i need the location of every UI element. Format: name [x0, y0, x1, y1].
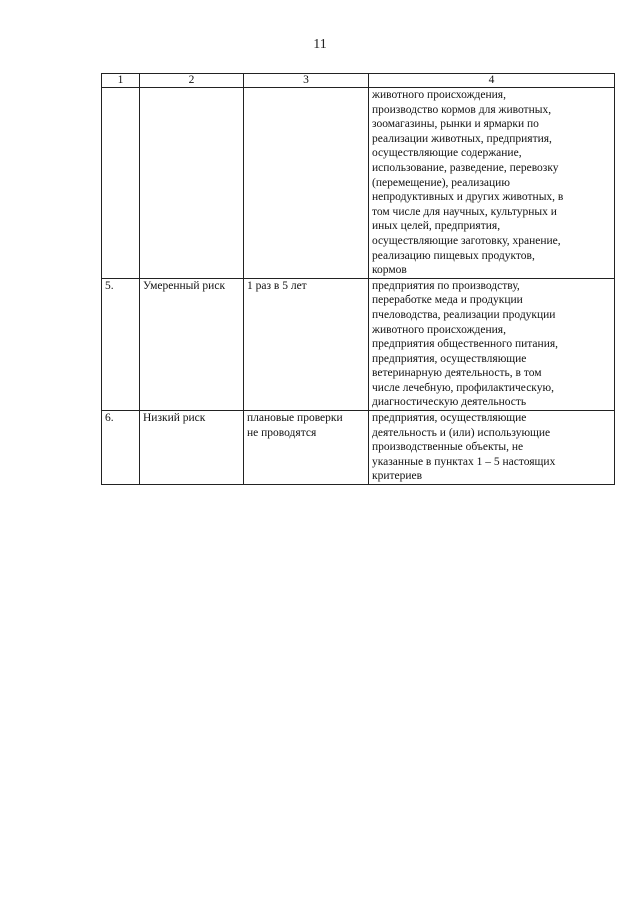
objects-description — [369, 278, 615, 410]
desc-line: реализации животных, предприятия, — [372, 132, 552, 145]
column-header-1: 1 — [102, 74, 140, 88]
risk-category: Умеренный риск — [140, 278, 244, 410]
desc-line: использование, разведение, перевозку — [372, 161, 559, 174]
desc-line: предприятия, осуществляющие — [372, 412, 527, 425]
desc-line: предприятия, осуществляющие — [372, 352, 527, 365]
desc-line: диагностическую деятельность — [372, 396, 527, 409]
frequency-line: не проводятся — [247, 426, 317, 439]
desc-line: непродуктивных и других животных, в — [372, 191, 564, 204]
desc-line: критериев — [372, 470, 423, 483]
continuation-frequency-cell — [244, 88, 369, 279]
desc-line: деятельность и (или) использующие — [372, 426, 551, 439]
inspection-frequency — [244, 278, 369, 410]
desc-line: (перемещение), реализацию — [372, 176, 510, 189]
continuation-desc-cell — [369, 88, 615, 279]
desc-line: кормов — [372, 264, 407, 277]
table-row-continuation — [102, 88, 615, 279]
desc-line: осуществляющие содержание, — [372, 147, 522, 160]
inspection-frequency — [244, 411, 369, 485]
page-number: 11 — [313, 37, 327, 52]
continuation-num-cell — [102, 88, 140, 279]
column-header-3: 3 — [244, 74, 369, 88]
risk-category: Низкий риск — [140, 411, 244, 485]
desc-line: животного происхождения, — [372, 323, 506, 336]
desc-line: иных целей, предприятия, — [372, 220, 501, 233]
row-number: 5. — [102, 278, 140, 410]
frequency-line: плановые проверки — [247, 412, 343, 425]
desc-line: предприятия общественного питания, — [372, 338, 559, 351]
desc-line: осуществляющие заготовку, хранение, — [372, 234, 561, 247]
desc-line: реализацию пищевых продуктов, — [372, 249, 535, 262]
table-row-moderate-risk — [102, 278, 615, 410]
row-number: 6. — [102, 411, 140, 485]
desc-line: производственные объекты, не — [372, 441, 524, 454]
objects-description — [369, 411, 615, 485]
desc-line: зоомагазины, рынки и ярмарки по — [372, 118, 539, 131]
desc-line: ветеринарную деятельность, в том — [372, 367, 542, 380]
column-header-4: 4 — [369, 74, 615, 88]
frequency-line: 1 раз в 5 лет — [247, 279, 307, 292]
table-header-row — [102, 74, 615, 88]
continuation-risk-cell — [140, 88, 244, 279]
desc-line: пчеловодства, реализации продукции — [372, 308, 556, 321]
desc-line: указанные в пунктах 1 – 5 настоящих — [372, 455, 556, 468]
desc-line: переработке меда и продукции — [372, 294, 523, 307]
desc-line: предприятия по производству, — [372, 279, 520, 292]
column-header-2: 2 — [140, 74, 244, 88]
desc-line: животного происхождения, — [372, 89, 506, 101]
desc-line: производство кормов для животных, — [372, 103, 552, 116]
table-row-low-risk — [102, 411, 615, 485]
risk-categories-table — [101, 73, 615, 485]
desc-line: числе лечебную, профилактическую, — [372, 381, 554, 394]
desc-line: том числе для научных, культурных и — [372, 205, 557, 218]
